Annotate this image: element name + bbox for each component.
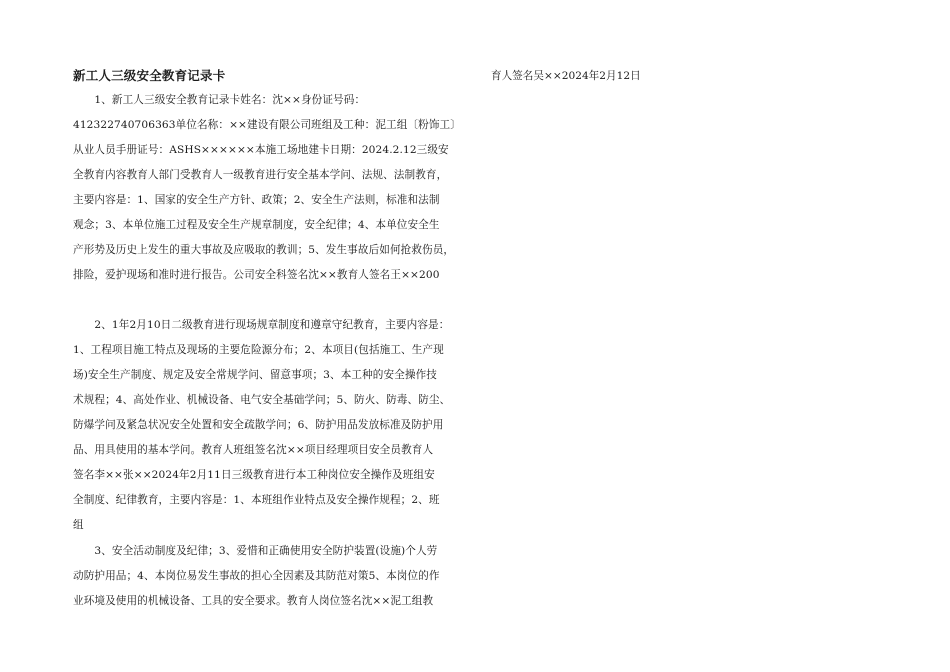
text-line: 412322740706363单位名称：××建设有限公司班组及工种：泥工组〔粉饰工〕	[73, 119, 461, 131]
text-line: 2、1年2月10日二级教育进行现场规章制度和遵章守纪教育，主要内容是：	[73, 319, 450, 331]
text-line: 全制度、纪律教育，主要内容是：1、本班组作业特点及安全操作规程；2、班	[73, 494, 440, 506]
text-line: 组	[73, 519, 84, 531]
text-line: 术规程；4、高处作业、机械设备、电气安全基础学问；5、防火、防毒、防尘、	[73, 394, 451, 406]
text-line: 业环境及使用的机械设备、工具的安全要求。教育人岗位签名沈××泥工组教	[73, 595, 434, 607]
text-line: 品、用具使用的基本学问。教育人班组签名沈××项目经理项目安全员教育人	[73, 444, 434, 456]
text-line: 全教育内容教育人部门受教育人一级教育进行安全基本学问、法规、法制教育，	[73, 169, 448, 181]
text-line: 场)安全生产制度、规定及安全常规学问、留意事项；3、本工种的安全操作技	[73, 369, 437, 381]
text-line: 从业人员手册证号：ASHS××××××本施工场地建卡日期：2024.2.12三级安	[73, 144, 449, 156]
text-line: 签名李××张××2024年2月11日三级教育进行本工种岗位安全操作及班组安	[73, 469, 435, 481]
text-line: 观念；3、本单位施工过程及安全生产规章制度，安全纪律；4、本单位安全生	[73, 219, 440, 231]
text-line: 产形势及历史上发生的重大事故及应吸取的教训；5、发生事故后如何抢救伤员，	[73, 244, 455, 256]
text-line: 主要内容是：1、国家的安全生产方针、政策；2、安全生产法则，标准和法制	[73, 194, 440, 206]
text-line: 排险，爱护现场和准时进行报告。公司安全科签名沈××教育人签名王××200	[73, 269, 440, 281]
text-line: 3、安全活动制度及纪律；3、爱惜和正确使用安全防护装置(设施)个人劳	[73, 545, 438, 557]
text-line: 动防护用品；4、本岗位易发生事故的担心全因素及其防范对策5、本岗位的作	[73, 570, 440, 582]
text-line: 1、工程项目施工特点及现场的主要危险源分布；2、本项目(包括施工、生产现	[73, 344, 444, 356]
right-column-text: 育人签名吴××2024年2月12日	[491, 70, 641, 82]
text-line: 防爆学问及紧急状况安全处置和安全疏散学问；6、防护用品发放标准及防护用	[73, 419, 444, 431]
text-line: 1、新工人三级安全教育记录卡姓名：沈××身份证号码：	[73, 94, 366, 106]
document-title: 新工人三级安全教育记录卡	[73, 68, 226, 83]
